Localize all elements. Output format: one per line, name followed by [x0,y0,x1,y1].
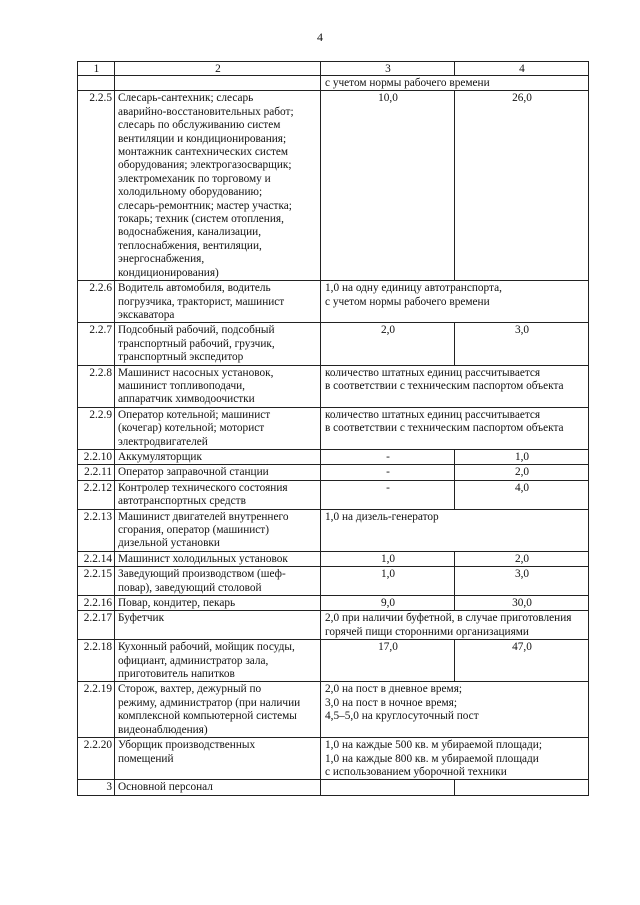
table-row [78,682,589,738]
norm-col-3: 1,0 [321,567,455,596]
position-name-line: Уборщик производственных [118,739,256,752]
position-name-line: дизельной установки [118,537,220,550]
table-row [78,323,589,365]
position-name-line: транспортный экспедитор [118,351,244,364]
position-name-line: приготовитель напитков [118,668,235,681]
position-name-line: Основной персонал [118,781,213,794]
position-name-line: Контролер технического состояния [118,481,288,494]
table-header-row [78,62,589,76]
norm-text-line: 2,0 на пост в дневное время; [325,683,463,696]
position-name-line: транспортный рабочий, грузчик, [118,337,275,350]
row-number: 2.2.13 [78,509,115,551]
row-number: 2.2.15 [78,567,115,596]
norm-merged-cell [321,407,589,449]
norm-text-line: горячей пищи сторонними организациями [325,625,529,638]
norm-text-line: 3,0 на пост в ночное время; [325,696,457,709]
staffing-table [77,61,589,796]
position-name-line: комплексной компьютерной системы [118,710,297,723]
norm-text-line: в соответствии с техническим паспортом объекта [325,422,564,435]
norm-merged-cell [321,509,589,551]
continuation-text: с учетом нормы рабочего времени [321,76,589,91]
position-name-line: энергоснабжения, [118,253,205,266]
norm-col-4: 2,0 [455,465,589,480]
position-name [115,480,321,509]
table-row [78,738,589,780]
position-name [115,281,321,323]
header-col-3: 3 [321,62,455,76]
position-name [115,449,321,464]
norm-col-4: 30,0 [455,596,589,611]
position-name-line: кондиционирования) [118,266,219,279]
position-name-line: видеонаблюдения) [118,723,208,736]
position-name-line: электромеханик по торговому и [118,172,271,185]
norm-col-4: 47,0 [455,640,589,682]
norm-col-3: - [321,449,455,464]
row-number: 2.2.12 [78,480,115,509]
position-name-line: сгорания, оператор (машинист) [118,524,269,536]
norm-col-4: 26,0 [455,91,589,281]
position-name [115,407,321,449]
position-name [115,596,321,611]
norm-col-3: 1,0 [321,551,455,566]
position-name-line: электродвигателей [118,435,208,448]
table-row [78,551,589,566]
norm-col-3: 2,0 [321,323,455,365]
position-name-line: автотранспортных средств [118,495,246,508]
page-number: 4 [317,30,323,44]
position-name-line: машинист топливоподачи, [118,379,245,392]
row-number: 3 [78,780,115,795]
table-row [78,281,589,323]
norm-col-4: 4,0 [455,480,589,509]
norm-text-line: 4,5–5,0 на круглосуточный пост [325,710,479,723]
norm-col-4: 3,0 [455,323,589,365]
position-name-line: официант, администратор зала, [118,654,269,667]
norm-col-3: - [321,480,455,509]
position-name [115,611,321,640]
row-number: 2.2.19 [78,682,115,738]
norm-text-line: 1,0 на одну единицу автотранспорта, [325,282,502,295]
position-name-line: Оператор котельной; машинист [118,408,271,421]
position-name-line: вентиляции и кондиционирования; [118,132,287,145]
norm-text-line: в соответствии с техническим паспортом объекта [325,379,564,392]
norm-text-line: количество штатных единиц рассчитывается [325,408,541,421]
table-row [78,567,589,596]
row-number: 2.2.17 [78,611,115,640]
position-name-line: экскаватора [118,308,175,321]
position-name-line: погрузчика, тракторист, машинист [118,295,285,308]
header-col-1: 1 [78,62,115,76]
table-row [78,449,589,464]
position-name-line: Заведующий производством (шеф- [118,568,286,581]
position-name [115,91,321,281]
position-name [115,738,321,780]
table-body [78,62,589,796]
table-row [78,780,589,795]
position-name-line: аппаратчик химводоочистки [118,393,255,406]
norm-merged-cell [321,281,589,323]
norm-col-4: 2,0 [455,551,589,566]
row-number: 2.2.18 [78,640,115,682]
position-name-line: токарь; техник (систем отопления, [118,213,284,226]
norm-col-3 [321,780,455,795]
position-name [115,567,321,596]
position-name-line: режиму, администратор (при наличии [118,696,301,709]
table-row [78,480,589,509]
table-row [78,640,589,682]
position-name [115,365,321,407]
norm-merged-cell [321,365,589,407]
norm-text-line: 1,0 на каждые 800 кв. м убираемой площади [325,752,539,765]
continuation-row [78,76,589,91]
position-name-line: монтажник сантехнических систем [118,146,289,159]
position-name-line: Буфетчик [118,612,165,625]
norm-col-3: - [321,465,455,480]
position-name-line: теплоснабжения, вентиляции, [118,239,262,252]
position-name [115,509,321,551]
norm-text-line: количество штатных единиц рассчитывается [325,366,541,379]
norm-text-line: с использованием уборочной техники [325,765,507,778]
position-name [115,465,321,480]
table-row [78,91,589,281]
position-name-line: помещений [118,752,174,765]
norm-text-line: 2,0 при наличии буфетной, в случае приготовления [325,612,572,625]
row-number: 2.2.10 [78,449,115,464]
row-number: 2.2.11 [78,465,115,480]
position-name-line: Кухонный рабочий, мойщик посуды, [118,641,295,654]
position-name-line: оборудования; электрогазосварщик; [118,159,292,172]
norm-col-3: 9,0 [321,596,455,611]
row-number: 2.2.14 [78,551,115,566]
norm-text-line: с учетом нормы рабочего времени [325,295,490,308]
position-name-line: Сторож, вахтер, дежурный по [118,683,262,696]
norm-merged-cell [321,738,589,780]
norm-text-line: 1,0 на каждые 500 кв. м убираемой площади; [325,739,542,752]
table-row [78,611,589,640]
position-name [115,551,321,566]
row-number: 2.2.5 [78,91,115,281]
position-name [115,640,321,682]
position-name-line: Аккумуляторщик [118,450,202,463]
header-col-4: 4 [455,62,589,76]
position-name-line: водоснабжения, канализации, [118,226,262,239]
norm-merged-cell [321,611,589,640]
row-number: 2.2.20 [78,738,115,780]
position-name-line: Машинист двигателей внутреннего [118,510,289,523]
position-name [115,323,321,365]
row-number: 2.2.8 [78,365,115,407]
row-number: 2.2.9 [78,407,115,449]
position-name [115,682,321,738]
position-name-line: Водитель автомобиля, водитель [118,282,271,295]
position-name-line: слесарь по обслуживанию систем [118,119,281,132]
norm-col-4: 3,0 [455,567,589,596]
norm-text-line: 1,0 на дизель-генератор [325,510,439,523]
row-number: 2.2.6 [78,281,115,323]
position-name-line: аварийно-восстановительных работ; [118,105,294,118]
table-row [78,365,589,407]
norm-col-4 [455,780,589,795]
norm-col-3: 17,0 [321,640,455,682]
position-name-line: Подсобный рабочий, подсобный [118,324,275,337]
row-number: 2.2.16 [78,596,115,611]
row-number: 2.2.7 [78,323,115,365]
position-name-line: слесарь-ремонтник; мастер участка; [118,199,292,212]
table-row [78,596,589,611]
position-name-line: (кочегар) котельной; моторист [118,422,265,435]
header-col-2: 2 [115,62,321,76]
table-row [78,465,589,480]
position-name-line: повар), заведующий столовой [118,581,262,594]
norm-merged-cell [321,682,589,738]
position-name-line: Машинист насосных установок, [118,366,274,379]
table-row [78,407,589,449]
position-name [115,780,321,795]
norm-col-3: 10,0 [321,91,455,281]
position-name-line: Слесарь-сантехник; слесарь [118,92,254,105]
position-name-line: Повар, кондитер, пекарь [118,597,236,610]
norm-col-4: 1,0 [455,449,589,464]
position-name-line: холодильному оборудованию; [118,186,263,199]
table-row [78,509,589,551]
position-name-line: Машинист холодильных установок [118,552,288,565]
position-name-line: Оператор заправочной станции [118,466,269,479]
